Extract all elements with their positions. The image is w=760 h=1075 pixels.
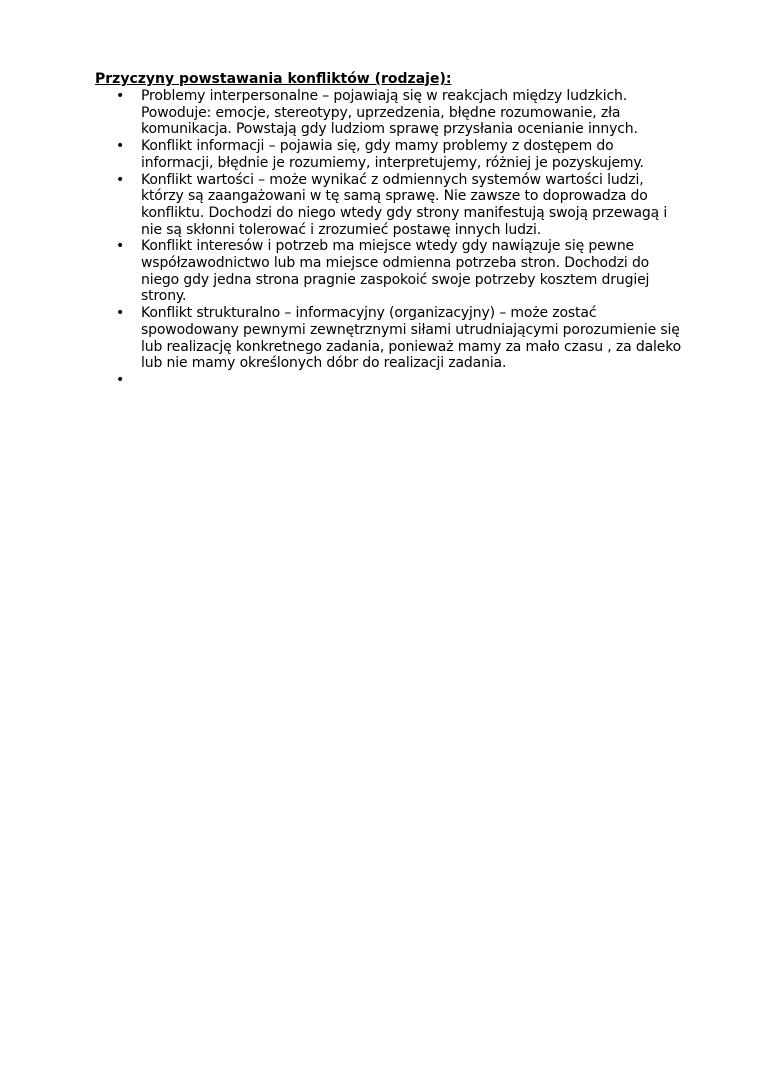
- bullet-icon: •: [116, 88, 125, 104]
- list-item-text: [141, 372, 685, 389]
- list-item: [95, 305, 685, 372]
- list-item-text: Konflikt informacji – pojawia się, gdy mamy problemy z dostępem do informacji, błędnie je rozumiemy, interpretujemy, różniej je pozyskujemy.: [141, 138, 644, 171]
- list-item-text: Problemy interpersonalne – pojawiają się w reakcjach między ludzkich. Powoduje: emocje, stereotypy, uprzedzenia, błędne rozumowanie, zła komunikacja. Powstają gdy ludziom sprawę przysłania ocenianie innych.: [141, 88, 638, 138]
- list-item-text: Konflikt strukturalno – informacyjny (organizacyjny) – może zostać spowodowany pewnymi zewnętrznymi siłami utrudniającymi porozumienie się lub realizację konkretnego zadania, ponieważ mamy za mało czasu , za daleko lub nie mamy określonych dóbr do realizacji zadania.: [141, 305, 682, 372]
- bullet-icon: •: [116, 138, 125, 155]
- bullet-icon: •: [116, 238, 125, 255]
- causes-list: [95, 88, 685, 389]
- section-heading: Przyczyny powstawania konfliktów (rodzaje):: [95, 71, 452, 87]
- list-item: [95, 172, 685, 239]
- bullet-icon: •: [116, 305, 125, 322]
- list-item: [95, 238, 685, 305]
- list-item-text: Konflikt wartości – może wynikać z odmiennych systemów wartości ludzi, którzy są zaangażowani w tę samą sprawę. Nie zawsze to doprowadza do konfliktu. Dochodzi do niego wtedy gdy strony manifestują swoją przewagą i nie są skłonni tolerować i zrozumieć postawę innych ludzi.: [141, 171, 668, 238]
- list-item-text: Konflikt interesów i potrzeb ma miejsce wtedy gdy nawiązuje się pewne współzawodnictwo lub ma miejsce odmienna potrzeba stron. Dochodzi do niego gdy jedna strona pragnie zaspokoić swoje potrzeby kosztem drugiej strony.: [141, 238, 650, 305]
- list-item: [95, 88, 685, 138]
- list-item: [95, 138, 685, 171]
- bullet-icon: •: [116, 171, 125, 188]
- bullet-icon: •: [116, 371, 125, 388]
- document-content: [95, 71, 685, 389]
- list-item-empty: [95, 372, 685, 389]
